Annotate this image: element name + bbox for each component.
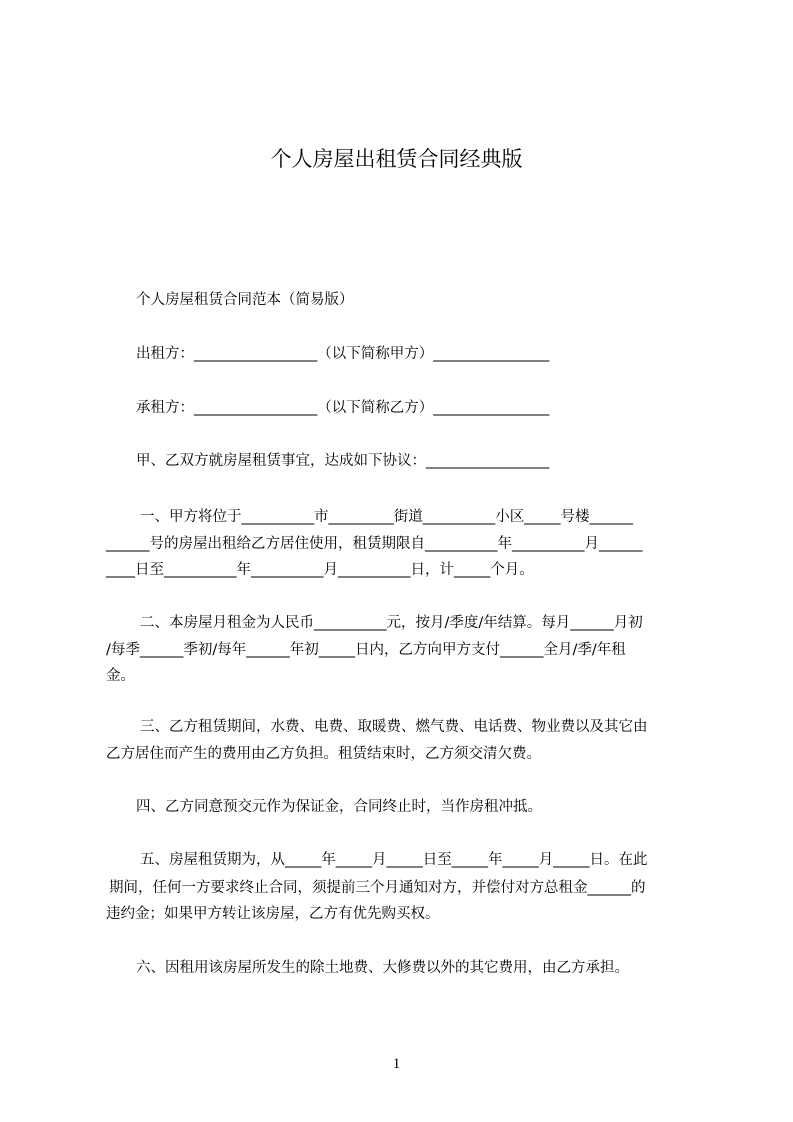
clause-1-line-2: ______号的房屋出租给乙方居住使用，租赁期限自__________年__________月______ <box>106 536 643 552</box>
clause-1-line-1: 一、甲方将位于__________市_________街道__________小区_____号楼______ <box>140 509 633 525</box>
clause-2-line-2: /每季______季初/每年______年初_____日内，乙方向甲方支付______全月/季/年租 <box>106 642 626 658</box>
lessor-line: 出租方：_________________（以下简称甲方）________________ <box>136 346 550 362</box>
document-title: 个人房屋出租赁合同经典版 <box>270 147 523 171</box>
clause-6: 六、因租用该房屋所发生的除土地费、大修费以外的其它费用，由乙方承担。 <box>136 960 629 976</box>
clause-5-line-1: 五、房屋租赁期为，从_____年_____月_____日至_____年_____月_____日。在此 <box>140 852 648 868</box>
clause-3-line-1: 三、乙方租赁期间，水费、电费、取暖费、燃气费、电话费、物业费以及其它由 <box>140 719 648 735</box>
clause-5-line-3: 违约金；如果甲方转让该房屋，乙方有优先购买权。 <box>106 906 440 922</box>
contract-subtitle: 个人房屋租赁合同范本（简易版） <box>136 292 354 308</box>
agreement-intro: 甲、乙双方就房屋租赁事宜，达成如下协议：_________________ <box>136 453 550 469</box>
lessee-line: 承租方：_________________（以下简称乙方）________________ <box>136 400 550 416</box>
clause-4: 四、乙方同意预交元作为保证金，合同终止时，当作房租冲抵。 <box>136 799 542 815</box>
clause-5-line-2: 期间，任何一方要求终止合同，须提前三个月通知对方，并偿付对方总租金______的 <box>109 880 646 896</box>
page-number: 1 <box>392 1056 401 1072</box>
clause-1-line-3: ____日至__________年__________月__________日，计_____个月。 <box>106 562 534 578</box>
clause-3-line-2: 乙方居住而产生的费用由乙方负担。租赁结束时，乙方须交清欠费。 <box>106 746 541 762</box>
clause-2-line-3: 金。 <box>106 668 135 684</box>
clause-2-line-1: 二、本房屋月租金为人民币__________元，按月/季度/年结算。每月______月初 <box>140 615 643 631</box>
